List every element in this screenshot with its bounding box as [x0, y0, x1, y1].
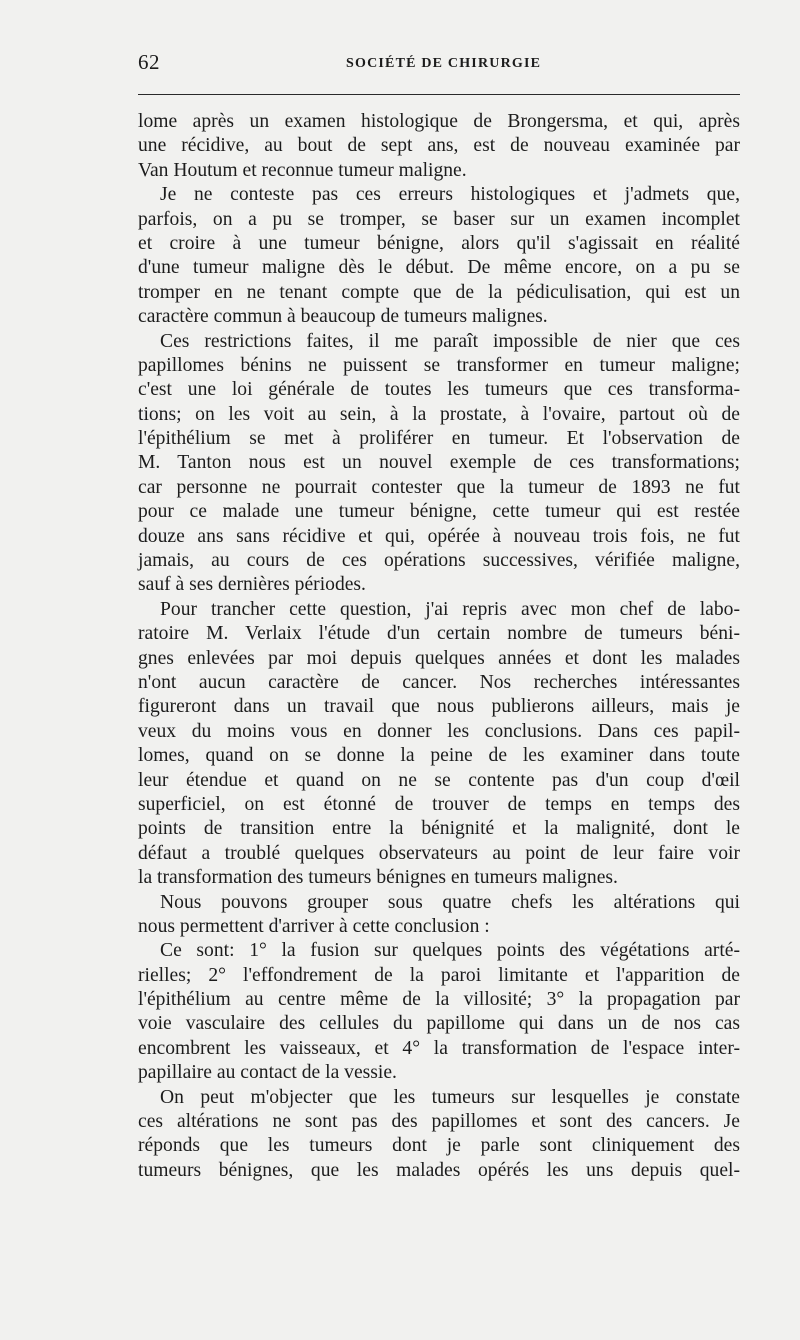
text-line: Pour trancher cette question, j'ai repris avec mon chef de labo- — [160, 598, 740, 620]
text-line: douze ans sans récidive et qui, opérée à nouveau trois fois, ne fut — [138, 525, 740, 547]
text-line: une récidive, au bout de sept ans, est de nouveau examinée par — [138, 135, 740, 157]
text-line: papillaire au contact de la vessie. — [138, 1062, 397, 1084]
text-line: ces altérations ne sont pas des papillomes et sont des cancers. Je — [138, 1111, 740, 1133]
text-line: gnes enlevées par moi depuis quelques années et dont les malades — [138, 647, 740, 669]
text-line: parfois, on a pu se tromper, se baser sur un examen incomplet — [138, 208, 740, 230]
text-line: défaut a troublé quelques observateurs au point de leur faire voir — [138, 842, 740, 864]
text-line: Nous pouvons grouper sous quatre chefs les altérations qui — [160, 891, 740, 913]
text-line: pour ce malade une tumeur bénigne, cette tumeur qui est restée — [138, 501, 740, 523]
text-line: rielles; 2° l'effondrement de la paroi limitante et l'apparition de — [138, 964, 740, 986]
text-line: voie vasculaire des cellules du papillome qui dans un de nos cas — [138, 1013, 740, 1035]
text-line: caractère commun à beaucoup de tumeurs malignes. — [138, 306, 548, 328]
page-number: 62 — [138, 50, 160, 74]
text-line: superficiel, on est étonné de trouver de temps en temps des — [138, 793, 740, 815]
text-line: jamais, au cours de ces opérations successives, vérifiée maligne, — [138, 550, 740, 572]
text-line: leur étendue et quand on ne se contente pas d'un coup d'œil — [138, 769, 740, 791]
text-line: papillomes bénins ne puissent se transformer en tumeur maligne; — [138, 354, 740, 376]
text-line: lomes, quand on se donne la peine de les examiner dans toute — [138, 745, 740, 767]
text-line: n'ont aucun caractère de cancer. Nos recherches intéressantes — [138, 671, 740, 693]
body-text — [138, 110, 740, 1183]
journal-title: SOCIÉTÉ DE CHIRURGIE — [346, 56, 542, 71]
running-head — [138, 50, 740, 76]
text-line: Ce sont: 1° la fusion sur quelques points des végétations arté- — [160, 940, 740, 962]
text-line: sauf à ses dernières périodes. — [138, 574, 366, 596]
text-line: tions; on les voit au sein, à la prostate, à l'ovaire, partout où de — [138, 403, 740, 425]
text-line: l'épithélium se met à proliférer en tumeur. Et l'observation de — [138, 428, 740, 450]
text-line: encombrent les vaisseaux, et 4° la transformation de l'espace inter- — [138, 1037, 740, 1059]
text-line: points de transition entre la bénignité et la malignité, dont le — [138, 818, 740, 840]
text-line: veux du moins vous en donner les conclusions. Dans ces papil- — [138, 720, 740, 742]
text-line: nous permettent d'arriver à cette conclusion : — [138, 915, 490, 937]
text-line: c'est une loi générale de toutes les tumeurs que ces transforma- — [138, 379, 740, 401]
text-line: ratoire M. Verlaix l'étude d'un certain nombre de tumeurs béni- — [138, 623, 740, 645]
text-line: réponds que les tumeurs dont je parle sont cliniquement des — [138, 1135, 740, 1157]
header-rule — [138, 94, 740, 95]
text-line: M. Tanton nous est un nouvel exemple de ces transformations; — [138, 452, 740, 474]
text-line: Ces restrictions faites, il me paraît impossible de nier que ces — [160, 330, 740, 352]
text-line: figureront dans un travail que nous publierons ailleurs, mais je — [138, 696, 740, 718]
text-line: lome après un examen histologique de Brongersma, et qui, après — [138, 111, 740, 132]
text-line: car personne ne pourrait contester que la tumeur de 1893 ne fut — [138, 476, 740, 498]
text-line: et croire à une tumeur bénigne, alors qu'il s'agissait en réalité — [138, 232, 740, 254]
text-line: tromper en ne tenant compte que de la pédiculisation, qui est un — [138, 281, 740, 303]
text-line: la transformation des tumeurs bénignes en tumeurs malignes. — [138, 867, 618, 889]
text-line: tumeurs bénignes, que les malades opérés les uns depuis quel- — [138, 1159, 740, 1181]
text-line: l'épithélium au centre même de la villosité; 3° la propagation par — [138, 989, 740, 1011]
text-line: Van Houtum et reconnue tumeur maligne. — [138, 159, 467, 181]
text-line: Je ne conteste pas ces erreurs histologiques et j'admets que, — [160, 184, 740, 206]
text-line: d'une tumeur maligne dès le début. De même encore, on a pu se — [138, 257, 740, 279]
text-line: On peut m'objecter que les tumeurs sur lesquelles je constate — [160, 1086, 740, 1108]
